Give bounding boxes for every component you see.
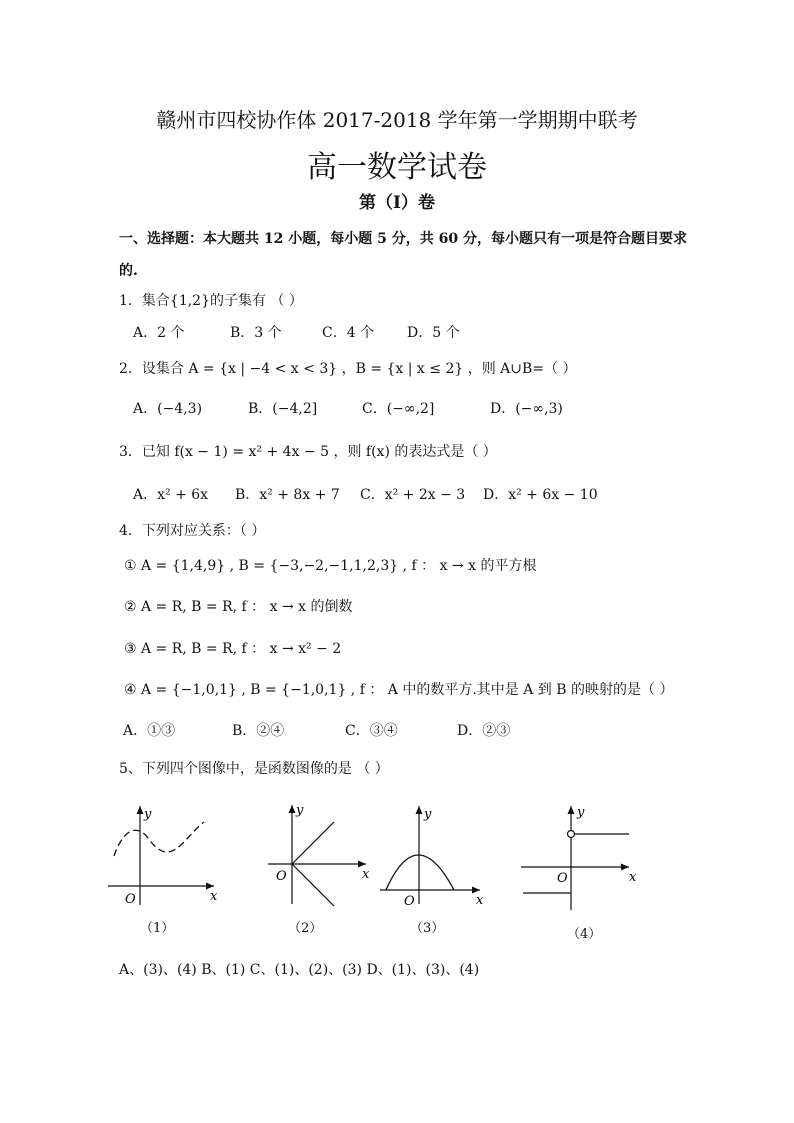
graph-2-y-arrow	[289, 805, 296, 813]
graph-4-open-point	[568, 831, 575, 838]
graph-1-x-label: x	[210, 889, 218, 904]
graph-3-caption: （3）	[410, 921, 445, 936]
volume-label: 第（Ⅰ）卷	[359, 193, 435, 213]
graph-2-x-label: x	[362, 867, 370, 882]
graph-3-parabola	[386, 855, 454, 890]
graph-1-origin: O	[125, 892, 136, 907]
graph-2	[262, 800, 382, 910]
q4-option-a: A．①③	[123, 723, 176, 739]
exam-title: 高一数学试卷	[307, 150, 487, 185]
q4-item-4: ④ A = {−1,0,1} , B = {−1,0,1} , f ： A 中的数平方.其中是 A 到 B 的映射的是（ ）	[124, 682, 674, 698]
q3-option-b: B．x² + 8x + 7	[235, 487, 340, 503]
graph-4	[515, 800, 645, 915]
graph-2-y-label: y	[296, 803, 304, 818]
exam-header-line: 赣州市四校协作体 2017-2018 学年第一学期期中联考	[156, 108, 638, 132]
q4-item-2: ② A = R, B = R, f ： x → x 的倒数	[124, 599, 353, 615]
q1-option-a: A．2 个	[133, 325, 185, 341]
q1-option-b: B．3 个	[230, 325, 282, 341]
graph-4-y-label: y	[577, 805, 585, 820]
question-3-stem: 3．已知 f(x − 1) = x² + 4x − 5 ，则 f(x) 的表达式是（ ）	[119, 444, 497, 460]
q3-option-c: C．x² + 2x − 3	[360, 487, 466, 503]
graph-1	[100, 800, 230, 910]
q4-item-3: ③ A = R, B = R, f ： x → x² − 2	[124, 641, 342, 657]
graph-3-origin: O	[404, 894, 415, 909]
section-heading: 一、选择题：本大题共 12 小题，每小题 5 分，共 60 分，每小题只有一项是符合题目要求	[119, 231, 687, 247]
graph-4-caption: （4）	[567, 927, 602, 942]
graph-2-caption: （2）	[288, 921, 323, 936]
q4-item-1: ① A = {1,4,9} , B = {−3,−2,−1,1,2,3} , f ： x → x 的平方根	[124, 558, 537, 574]
graph-4-y-arrow	[568, 806, 575, 814]
question-4-stem: 4．下列对应关系：（ ）	[119, 523, 266, 539]
q1-option-d: D．5 个	[407, 325, 460, 341]
q2-option-d: D．(−∞,3)	[490, 401, 563, 417]
section-heading-cont: 的.	[119, 263, 138, 279]
question-5-stem: 5、下列四个图像中，是函数图像的是 （ ）	[119, 761, 389, 777]
question-1-stem: 1．集合{1,2}的子集有 （ ）	[119, 293, 303, 309]
graph-4-x-arrow	[621, 864, 629, 871]
q1-option-c: C．4 个	[322, 325, 375, 341]
q3-option-d: D．x² + 6x − 10	[483, 487, 598, 503]
graph-2-upper-ray	[292, 822, 334, 864]
graph-1-curve	[114, 822, 204, 856]
graph-4-x-label: x	[629, 870, 637, 885]
question-5-options: A、(3)、(4) B、(1) C、(1)、(2)、(3) D、(1)、(3)、(4)	[119, 962, 480, 978]
q2-option-b: B．(−4,2]	[248, 401, 318, 417]
graph-3-x-label: x	[476, 893, 484, 908]
graph-4-origin: O	[557, 871, 568, 886]
q2-option-a: A．(−4,3)	[133, 401, 203, 417]
question-2-stem: 2．设集合 A = {x | −4 < x < 3} ，B = {x | x ≤ 2} ，则 A∪B=（ ）	[119, 361, 577, 377]
graph-1-caption: （1）	[140, 921, 175, 936]
graph-2-origin: O	[276, 869, 287, 884]
q2-option-c: C．(−∞,2]	[362, 401, 435, 417]
graph-1-y-label: y	[144, 807, 152, 822]
q3-option-a: A．x² + 6x	[133, 487, 209, 503]
graph-1-y-arrow	[137, 806, 144, 814]
graph-2-lower-ray	[292, 864, 334, 906]
q4-option-d: D．②③	[457, 723, 511, 739]
q4-option-b: B．②④	[232, 723, 285, 739]
graph-3	[374, 800, 494, 910]
graph-3-y-label: y	[424, 807, 432, 822]
graph-3-y-arrow	[416, 806, 423, 814]
q4-option-c: C．③④	[345, 723, 398, 739]
